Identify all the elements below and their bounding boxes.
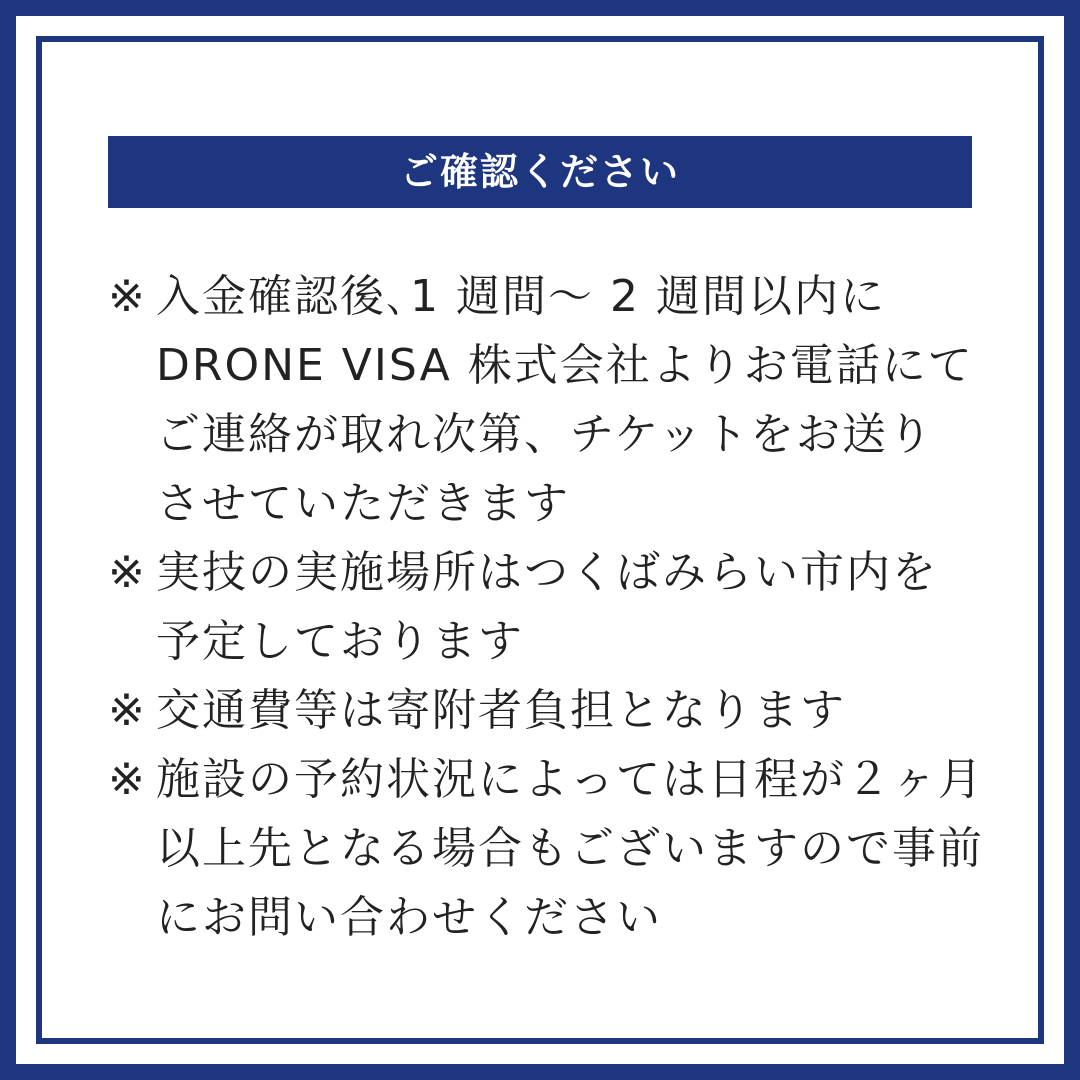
note-item <box>108 262 988 538</box>
note-line: 交通費等は寄附者負担となります <box>156 685 846 736</box>
note-text <box>156 538 988 676</box>
note-line: 実技の実施場所はつくばみらい市内を <box>156 547 938 598</box>
note-line: 入金確認後､1 週間～ 2 週間以内に <box>156 271 886 322</box>
reference-mark: ※ <box>108 271 147 322</box>
note-line: にお問い合わせください <box>156 892 662 943</box>
note-text <box>156 745 988 952</box>
note-item <box>108 676 988 745</box>
note-line: させていただきます <box>156 478 570 529</box>
header-title: ご確認ください <box>399 150 680 194</box>
note-item <box>108 745 988 952</box>
note-line: 施設の予約状況によっては日程が２ヶ月 <box>156 754 984 805</box>
reference-mark: ※ <box>108 547 147 598</box>
note-text <box>156 262 988 538</box>
note-line: DRONE VISA 株式会社よりお電話にて <box>156 340 974 391</box>
note-line: 以上先となる場合もございますので事前 <box>156 823 984 874</box>
header-banner <box>108 136 972 208</box>
notes-list <box>108 262 988 952</box>
note-line: ご連絡が取れ次第、チケットをお送り <box>156 409 935 460</box>
note-text <box>156 676 988 745</box>
reference-mark: ※ <box>108 685 147 736</box>
reference-mark: ※ <box>108 754 147 805</box>
note-item <box>108 538 988 676</box>
note-line: 予定しております <box>156 616 524 667</box>
